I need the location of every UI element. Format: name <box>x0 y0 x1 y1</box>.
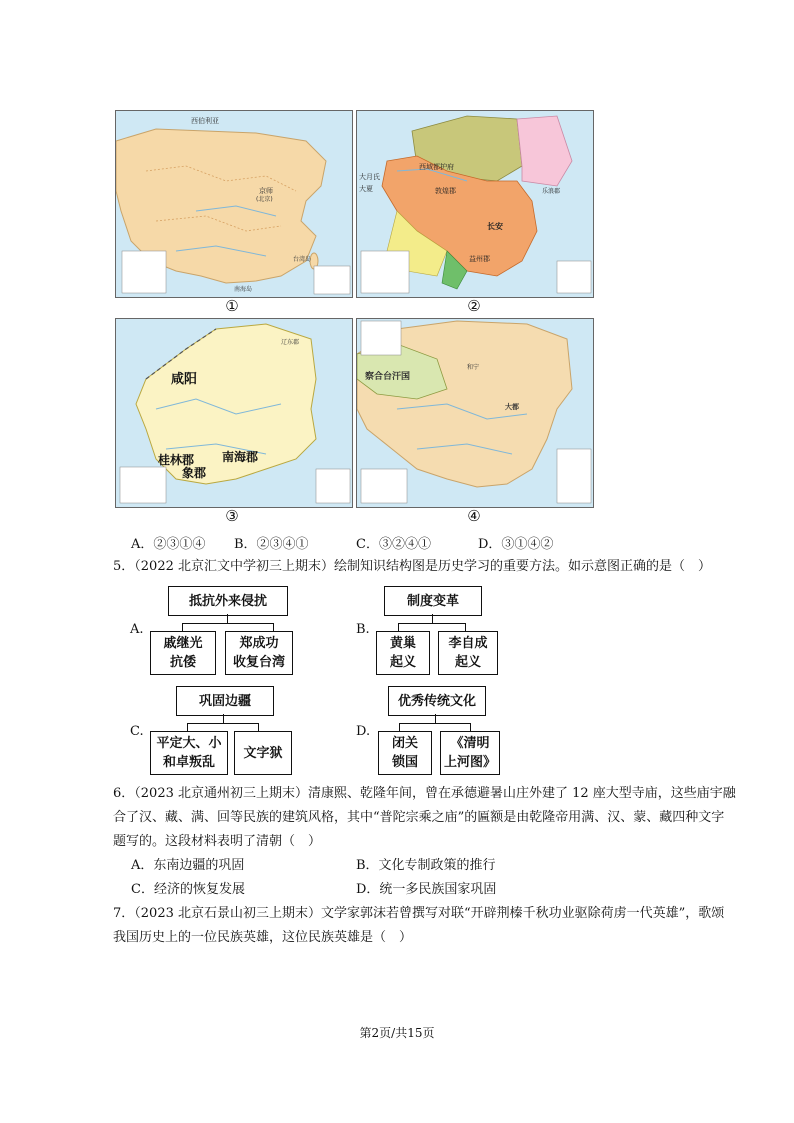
map-1-label-2: (北京) <box>256 196 273 203</box>
q6-stem-line1: 6．（2023 北京通州初三上期末）清康熙、乾隆年间，曾在承德避暑山庄外建了 12 座大型寺庙，这些庙宇融 <box>113 786 736 801</box>
map-2-image <box>357 111 593 297</box>
map-3-label-1: 桂林郡 <box>158 453 195 467</box>
q5-d-right-box <box>440 731 500 775</box>
q7-stem-line1: 7．（2023 北京石景山初三上期末）文学家郭沫若曾撰写对联“开辟荆榛千秋功业驱除荷虏一代英雄”，歌颂 <box>113 906 725 921</box>
map-1-label-4: 南海岛 <box>234 286 253 293</box>
q6-option-b[interactable]: B．文化专制政策的推行 <box>356 858 496 873</box>
q5-a-top-box: 抵抗外来侵扰 <box>168 586 288 616</box>
map-2-label-2: 长安 <box>487 222 503 231</box>
q5-b-top-box: 制度变革 <box>384 586 482 616</box>
q5-d-left-line1: 闭关 <box>391 736 418 751</box>
q5-c-left-line2: 和卓叛乱 <box>162 755 215 770</box>
map-1-number: ① <box>225 297 239 315</box>
q5-b-left-line1: 黄巢 <box>389 636 416 651</box>
map-4-label-0: 察合台汗国 <box>365 372 411 382</box>
map-4-image <box>357 319 593 507</box>
map-1-label-0: 西伯利亚 <box>191 117 219 125</box>
q5-d-left-box <box>378 731 432 775</box>
map-4 <box>356 318 594 508</box>
q5-b-right-box <box>438 631 498 675</box>
map-4-number: ④ <box>467 507 481 525</box>
map-1-label-3: 台湾岛 <box>293 256 312 263</box>
map-4-label-1: 和宁 <box>467 364 480 371</box>
map-2-label-1: 敦煌郡 <box>435 187 456 195</box>
map-3-label-3: 象郡 <box>182 466 207 480</box>
map-4-label-2: 大都 <box>505 403 519 411</box>
q5-a-right-line1: 郑成功 <box>239 636 279 651</box>
q5-d-right-line2: 上河图》 <box>443 755 496 770</box>
map-3-label-0: 咸阳 <box>171 372 198 387</box>
q5-option-d-letter[interactable]: D. <box>356 724 371 739</box>
page-footer: 第2页/共15页 <box>359 1026 435 1040</box>
map-1 <box>115 110 353 298</box>
q5-d-left-line2: 锁国 <box>391 755 418 770</box>
q5-c-left-line1: 平定大、小 <box>156 736 222 751</box>
q6-option-a[interactable]: A．东南边疆的巩固 <box>131 858 245 873</box>
q5-c-right-box <box>234 731 292 775</box>
map-1-label-1: 京师 <box>259 187 273 195</box>
q4-option-d[interactable]: D．③①④② <box>478 537 554 552</box>
q4-option-a[interactable]: A．②③①④ <box>131 537 206 552</box>
map-2-label-4: 大月氏 <box>359 173 380 181</box>
q5-c-right-line1: 文字狱 <box>243 745 283 761</box>
q5-a-right-box <box>225 631 293 675</box>
map-2-label-6: 乐浪郡 <box>542 188 561 195</box>
q5-c-top-box: 巩固边疆 <box>176 686 274 716</box>
q5-b-left-box <box>376 631 430 675</box>
q5-option-a-letter[interactable]: A. <box>130 622 144 637</box>
map-2-label-3: 益州郡 <box>469 255 490 263</box>
q5-d-top-box: 优秀传统文化 <box>388 686 486 716</box>
q7-stem-line2: 我国历史上的一位民族英雄，这位民族英雄是（ ） <box>113 930 413 945</box>
q4-option-b[interactable]: B．②③④① <box>234 537 309 552</box>
q5-b-right-line1: 李自成 <box>448 636 488 651</box>
map-2-label-0: 西域都护府 <box>419 163 454 171</box>
map-3 <box>115 318 353 508</box>
map-1-image <box>116 111 352 297</box>
map-3-label-4: 辽东郡 <box>281 339 300 346</box>
map-3-number: ③ <box>225 507 239 525</box>
q6-stem-line2: 合了汉、藏、满、回等民族的建筑风格，其中“普陀宗乘之庙”的匾额是由乾隆帝用满、汉、蒙、藏四种文字 <box>113 810 725 825</box>
q5-stem: 5．（2022 北京汇文中学初三上期末）绘制知识结构图是历史学习的重要方法。如示意图正确的是（ ） <box>113 559 711 574</box>
q6-option-c[interactable]: C．经济的恢复发展 <box>131 882 245 897</box>
map-3-label-2: 南海郡 <box>222 450 259 464</box>
map-2-number: ② <box>467 297 481 315</box>
q5-d-right-line1: 《清明 <box>450 736 490 751</box>
map-2-label-5: 大夏 <box>359 185 373 193</box>
q5-option-c-letter[interactable]: C. <box>130 724 144 739</box>
map-3-image <box>116 319 352 507</box>
q5-b-right-line2: 起义 <box>454 655 481 670</box>
q5-c-left-box <box>150 731 228 775</box>
q5-option-b-letter[interactable]: B. <box>356 622 370 637</box>
q5-a-right-line2: 收复台湾 <box>232 655 285 670</box>
q5-a-left-line1: 戚继光 <box>163 636 203 651</box>
q5-b-left-line2: 起义 <box>389 655 416 670</box>
map-2 <box>356 110 594 298</box>
q6-stem-line3: 题写的。这段材料表明了清朝（ ） <box>113 834 322 849</box>
q5-a-left-box <box>150 631 216 675</box>
q6-option-d[interactable]: D．统一多民族国家巩固 <box>356 882 497 897</box>
q4-option-c[interactable]: C．③②④① <box>356 537 431 552</box>
q5-a-left-line2: 抗倭 <box>169 655 196 670</box>
